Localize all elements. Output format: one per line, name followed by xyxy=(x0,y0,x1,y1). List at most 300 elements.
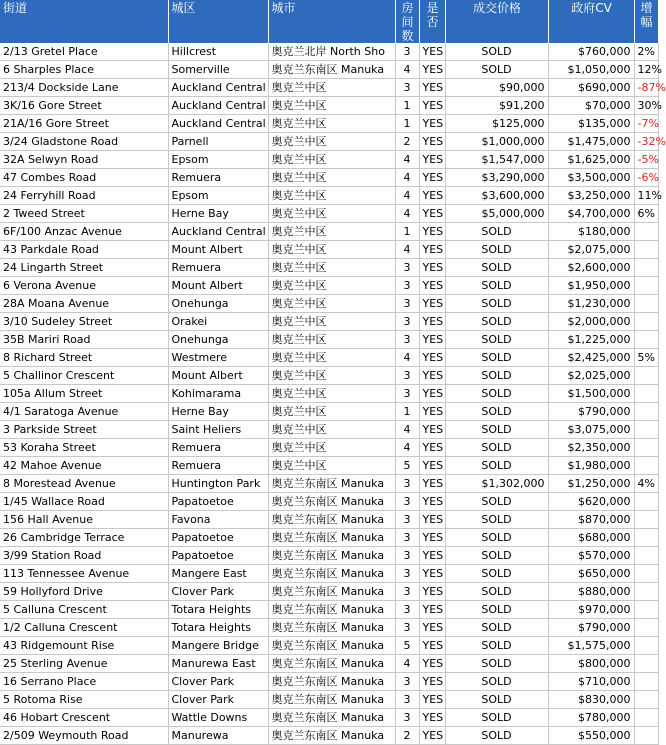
cell-street[interactable]: 2 Tweed Street xyxy=(0,205,168,223)
cell-yes[interactable]: YES xyxy=(419,241,445,259)
cell-rooms[interactable]: 5 xyxy=(395,637,419,655)
cell-suburb[interactable]: Orakei xyxy=(168,313,268,331)
cell-change[interactable] xyxy=(634,457,658,475)
cell-yes[interactable]: YES xyxy=(419,169,445,187)
cell-cv[interactable]: $2,075,000 xyxy=(548,241,634,259)
cell-city[interactable]: 奥克兰东南区 Manuka xyxy=(268,547,395,565)
cell-yes[interactable]: YES xyxy=(419,79,445,97)
cell-rooms[interactable]: 2 xyxy=(395,727,419,745)
cell-rooms[interactable]: 4 xyxy=(395,241,419,259)
cell-change[interactable] xyxy=(634,547,658,565)
cell-cv[interactable]: $2,025,000 xyxy=(548,367,634,385)
cell-yes[interactable]: YES xyxy=(419,151,445,169)
cell-cv[interactable]: $760,000 xyxy=(548,43,634,61)
cell-city[interactable]: 奥克兰中区 xyxy=(268,205,395,223)
header-suburb[interactable]: 城区 xyxy=(168,0,268,43)
cell-change[interactable] xyxy=(634,619,658,637)
cell-city[interactable]: 奥克兰中区 xyxy=(268,151,395,169)
cell-city[interactable]: 奥克兰北岸 North Sho xyxy=(268,43,395,61)
cell-price[interactable]: SOLD xyxy=(445,439,548,457)
cell-street[interactable]: 2/13 Gretel Place xyxy=(0,43,168,61)
cell-city[interactable]: 奥克兰东南区 Manuka xyxy=(268,61,395,79)
cell-change[interactable] xyxy=(634,223,658,241)
cell-street[interactable]: 25 Sterling Avenue xyxy=(0,655,168,673)
cell-rooms[interactable]: 4 xyxy=(395,655,419,673)
cell-change[interactable]: 12% xyxy=(634,61,658,79)
cell-city[interactable]: 奥克兰东南区 Manuka xyxy=(268,709,395,727)
cell-city[interactable]: 奥克兰中区 xyxy=(268,79,395,97)
cell-price[interactable]: SOLD xyxy=(445,421,548,439)
cell-price[interactable]: SOLD xyxy=(445,619,548,637)
cell-city[interactable]: 奥克兰中区 xyxy=(268,97,395,115)
cell-suburb[interactable]: Herne Bay xyxy=(168,403,268,421)
cell-change[interactable]: -7% xyxy=(634,115,658,133)
cell-cv[interactable]: $1,950,000 xyxy=(548,277,634,295)
cell-price[interactable]: SOLD xyxy=(445,637,548,655)
cell-city[interactable]: 奥克兰中区 xyxy=(268,403,395,421)
cell-yes[interactable]: YES xyxy=(419,133,445,151)
cell-price[interactable]: SOLD xyxy=(445,331,548,349)
cell-yes[interactable]: YES xyxy=(419,691,445,709)
cell-cv[interactable]: $970,000 xyxy=(548,601,634,619)
cell-change[interactable] xyxy=(634,367,658,385)
cell-change[interactable] xyxy=(634,493,658,511)
cell-city[interactable]: 奥克兰东南区 Manuka xyxy=(268,601,395,619)
cell-rooms[interactable]: 1 xyxy=(395,115,419,133)
cell-suburb[interactable]: Saint Heliers xyxy=(168,421,268,439)
cell-price[interactable]: SOLD xyxy=(445,727,548,745)
cell-change[interactable] xyxy=(634,403,658,421)
cell-suburb[interactable]: Auckland Central xyxy=(168,115,268,133)
cell-suburb[interactable]: Wattle Downs xyxy=(168,709,268,727)
cell-cv[interactable]: $1,475,000 xyxy=(548,133,634,151)
cell-price[interactable]: SOLD xyxy=(445,691,548,709)
cell-city[interactable]: 奥克兰中区 xyxy=(268,133,395,151)
cell-city[interactable]: 奥克兰中区 xyxy=(268,169,395,187)
cell-yes[interactable]: YES xyxy=(419,115,445,133)
cell-city[interactable]: 奥克兰东南区 Manuka xyxy=(268,565,395,583)
cell-yes[interactable]: YES xyxy=(419,727,445,745)
cell-street[interactable]: 16 Serrano Place xyxy=(0,673,168,691)
cell-cv[interactable]: $1,230,000 xyxy=(548,295,634,313)
cell-street[interactable]: 32A Selwyn Road xyxy=(0,151,168,169)
cell-suburb[interactable]: Manurewa East xyxy=(168,655,268,673)
cell-change[interactable] xyxy=(634,259,658,277)
cell-price[interactable]: SOLD xyxy=(445,385,548,403)
cell-city[interactable]: 奥克兰东南区 Manuka xyxy=(268,691,395,709)
cell-price[interactable]: SOLD xyxy=(445,601,548,619)
cell-cv[interactable]: $570,000 xyxy=(548,547,634,565)
cell-suburb[interactable]: Clover Park xyxy=(168,673,268,691)
cell-street[interactable]: 156 Hall Avenue xyxy=(0,511,168,529)
cell-suburb[interactable]: Totara Heights xyxy=(168,619,268,637)
cell-street[interactable]: 1/45 Wallace Road xyxy=(0,493,168,511)
cell-change[interactable]: -87% xyxy=(634,79,658,97)
header-price[interactable]: 成交价格 xyxy=(445,0,548,43)
cell-street[interactable]: 43 Ridgemount Rise xyxy=(0,637,168,655)
cell-rooms[interactable]: 3 xyxy=(395,691,419,709)
cell-change[interactable]: 5% xyxy=(634,349,658,367)
cell-street[interactable]: 3/10 Sudeley Street xyxy=(0,313,168,331)
cell-price[interactable]: SOLD xyxy=(445,547,548,565)
cell-rooms[interactable]: 3 xyxy=(395,385,419,403)
cell-street[interactable]: 24 Lingarth Street xyxy=(0,259,168,277)
cell-suburb[interactable]: Papatoetoe xyxy=(168,547,268,565)
cell-rooms[interactable]: 4 xyxy=(395,61,419,79)
cell-suburb[interactable]: Mount Albert xyxy=(168,367,268,385)
cell-yes[interactable]: YES xyxy=(419,457,445,475)
cell-city[interactable]: 奥克兰中区 xyxy=(268,295,395,313)
cell-street[interactable]: 8 Richard Street xyxy=(0,349,168,367)
cell-price[interactable]: SOLD xyxy=(445,259,548,277)
cell-suburb[interactable]: Hillcrest xyxy=(168,43,268,61)
cell-cv[interactable]: $800,000 xyxy=(548,655,634,673)
cell-city[interactable]: 奥克兰中区 xyxy=(268,367,395,385)
cell-price[interactable]: $91,200 xyxy=(445,97,548,115)
cell-change[interactable] xyxy=(634,385,658,403)
cell-yes[interactable]: YES xyxy=(419,295,445,313)
cell-cv[interactable]: $1,500,000 xyxy=(548,385,634,403)
cell-suburb[interactable]: Mount Albert xyxy=(168,241,268,259)
cell-street[interactable]: 213/4 Dockside Lane xyxy=(0,79,168,97)
cell-rooms[interactable]: 3 xyxy=(395,493,419,511)
cell-change[interactable] xyxy=(634,601,658,619)
cell-yes[interactable]: YES xyxy=(419,97,445,115)
cell-city[interactable]: 奥克兰中区 xyxy=(268,331,395,349)
cell-city[interactable]: 奥克兰中区 xyxy=(268,439,395,457)
cell-suburb[interactable]: Westmere xyxy=(168,349,268,367)
cell-change[interactable] xyxy=(634,655,658,673)
cell-price[interactable]: $3,290,000 xyxy=(445,169,548,187)
cell-street[interactable]: 59 Hollyford Drive xyxy=(0,583,168,601)
cell-yes[interactable]: YES xyxy=(419,43,445,61)
cell-yes[interactable]: YES xyxy=(419,583,445,601)
cell-price[interactable]: SOLD xyxy=(445,349,548,367)
cell-city[interactable]: 奥克兰东南区 Manuka xyxy=(268,511,395,529)
cell-street[interactable]: 6 Sharples Place xyxy=(0,61,168,79)
cell-suburb[interactable]: Kohimarama xyxy=(168,385,268,403)
cell-cv[interactable]: $135,000 xyxy=(548,115,634,133)
cell-suburb[interactable]: Remuera xyxy=(168,439,268,457)
cell-suburb[interactable]: Epsom xyxy=(168,187,268,205)
header-city[interactable]: 城市 xyxy=(268,0,395,43)
cell-city[interactable]: 奥克兰中区 xyxy=(268,223,395,241)
cell-cv[interactable]: $2,600,000 xyxy=(548,259,634,277)
cell-price[interactable]: SOLD xyxy=(445,367,548,385)
cell-city[interactable]: 奥克兰东南区 Manuka xyxy=(268,637,395,655)
cell-cv[interactable]: $2,425,000 xyxy=(548,349,634,367)
cell-suburb[interactable]: Favona xyxy=(168,511,268,529)
cell-suburb[interactable]: Auckland Central xyxy=(168,97,268,115)
cell-yes[interactable]: YES xyxy=(419,205,445,223)
cell-city[interactable]: 奥克兰中区 xyxy=(268,349,395,367)
cell-city[interactable]: 奥克兰中区 xyxy=(268,277,395,295)
cell-street[interactable]: 6 Verona Avenue xyxy=(0,277,168,295)
cell-price[interactable]: SOLD xyxy=(445,511,548,529)
cell-street[interactable]: 5 Calluna Crescent xyxy=(0,601,168,619)
cell-street[interactable]: 53 Koraha Street xyxy=(0,439,168,457)
cell-rooms[interactable]: 4 xyxy=(395,421,419,439)
cell-price[interactable]: SOLD xyxy=(445,43,548,61)
cell-rooms[interactable]: 3 xyxy=(395,331,419,349)
cell-yes[interactable]: YES xyxy=(419,421,445,439)
cell-change[interactable]: 6% xyxy=(634,205,658,223)
cell-suburb[interactable]: Onehunga xyxy=(168,295,268,313)
cell-suburb[interactable]: Auckland Central xyxy=(168,79,268,97)
cell-city[interactable]: 奥克兰中区 xyxy=(268,421,395,439)
cell-rooms[interactable]: 3 xyxy=(395,601,419,619)
cell-change[interactable]: 11% xyxy=(634,187,658,205)
cell-cv[interactable]: $620,000 xyxy=(548,493,634,511)
cell-street[interactable]: 3K/16 Gore Street xyxy=(0,97,168,115)
cell-yes[interactable]: YES xyxy=(419,349,445,367)
cell-cv[interactable]: $70,000 xyxy=(548,97,634,115)
cell-yes[interactable]: YES xyxy=(419,475,445,493)
cell-cv[interactable]: $1,575,000 xyxy=(548,637,634,655)
cell-rooms[interactable]: 3 xyxy=(395,475,419,493)
cell-price[interactable]: SOLD xyxy=(445,61,548,79)
cell-cv[interactable]: $880,000 xyxy=(548,583,634,601)
cell-cv[interactable]: $1,980,000 xyxy=(548,457,634,475)
cell-yes[interactable]: YES xyxy=(419,403,445,421)
cell-suburb[interactable]: Epsom xyxy=(168,151,268,169)
cell-suburb[interactable]: Onehunga xyxy=(168,331,268,349)
cell-city[interactable]: 奥克兰中区 xyxy=(268,457,395,475)
cell-city[interactable]: 奥克兰中区 xyxy=(268,115,395,133)
cell-rooms[interactable]: 1 xyxy=(395,97,419,115)
cell-change[interactable] xyxy=(634,529,658,547)
cell-change[interactable]: -6% xyxy=(634,169,658,187)
cell-rooms[interactable]: 3 xyxy=(395,313,419,331)
cell-price[interactable]: $90,000 xyxy=(445,79,548,97)
cell-suburb[interactable]: Somerville xyxy=(168,61,268,79)
cell-cv[interactable]: $2,000,000 xyxy=(548,313,634,331)
cell-change[interactable] xyxy=(634,511,658,529)
cell-city[interactable]: 奥克兰中区 xyxy=(268,385,395,403)
cell-suburb[interactable]: Auckland Central xyxy=(168,223,268,241)
header-rooms[interactable]: 房间数 xyxy=(395,0,419,43)
cell-price[interactable]: SOLD xyxy=(445,403,548,421)
cell-cv[interactable]: $550,000 xyxy=(548,727,634,745)
cell-suburb[interactable]: Manurewa xyxy=(168,727,268,745)
cell-price[interactable]: SOLD xyxy=(445,673,548,691)
cell-yes[interactable]: YES xyxy=(419,655,445,673)
cell-yes[interactable]: YES xyxy=(419,331,445,349)
cell-rooms[interactable]: 3 xyxy=(395,259,419,277)
cell-rooms[interactable]: 1 xyxy=(395,403,419,421)
cell-suburb[interactable]: Papatoetoe xyxy=(168,493,268,511)
cell-rooms[interactable]: 3 xyxy=(395,367,419,385)
cell-price[interactable]: SOLD xyxy=(445,313,548,331)
cell-street[interactable]: 21A/16 Gore Street xyxy=(0,115,168,133)
cell-cv[interactable]: $3,500,000 xyxy=(548,169,634,187)
cell-cv[interactable]: $650,000 xyxy=(548,565,634,583)
cell-yes[interactable]: YES xyxy=(419,673,445,691)
cell-city[interactable]: 奥克兰中区 xyxy=(268,187,395,205)
cell-city[interactable]: 奥克兰东南区 Manuka xyxy=(268,475,395,493)
cell-price[interactable]: SOLD xyxy=(445,277,548,295)
cell-city[interactable]: 奥克兰东南区 Manuka xyxy=(268,673,395,691)
cell-rooms[interactable]: 1 xyxy=(395,223,419,241)
cell-street[interactable]: 6F/100 Anzac Avenue xyxy=(0,223,168,241)
cell-rooms[interactable]: 2 xyxy=(395,133,419,151)
cell-rooms[interactable]: 3 xyxy=(395,619,419,637)
cell-street[interactable]: 4/1 Saratoga Avenue xyxy=(0,403,168,421)
cell-yes[interactable]: YES xyxy=(419,565,445,583)
cell-suburb[interactable]: Mangere Bridge xyxy=(168,637,268,655)
cell-cv[interactable]: $180,000 xyxy=(548,223,634,241)
cell-price[interactable]: $5,000,000 xyxy=(445,205,548,223)
cell-street[interactable]: 5 Rotoma Rise xyxy=(0,691,168,709)
cell-city[interactable]: 奥克兰东南区 Manuka xyxy=(268,727,395,745)
cell-suburb[interactable]: Clover Park xyxy=(168,691,268,709)
cell-suburb[interactable]: Papatoetoe xyxy=(168,529,268,547)
cell-street[interactable]: 24 Ferryhill Road xyxy=(0,187,168,205)
cell-street[interactable]: 8 Morestead Avenue xyxy=(0,475,168,493)
cell-change[interactable] xyxy=(634,439,658,457)
cell-rooms[interactable]: 3 xyxy=(395,709,419,727)
cell-change[interactable]: 2% xyxy=(634,43,658,61)
cell-cv[interactable]: $710,000 xyxy=(548,673,634,691)
cell-cv[interactable]: $790,000 xyxy=(548,619,634,637)
cell-cv[interactable]: $4,700,000 xyxy=(548,205,634,223)
cell-change[interactable]: 30% xyxy=(634,97,658,115)
cell-price[interactable]: SOLD xyxy=(445,457,548,475)
cell-street[interactable]: 28A Moana Avenue xyxy=(0,295,168,313)
cell-rooms[interactable]: 3 xyxy=(395,79,419,97)
cell-yes[interactable]: YES xyxy=(419,493,445,511)
cell-price[interactable]: SOLD xyxy=(445,709,548,727)
cell-rooms[interactable]: 4 xyxy=(395,151,419,169)
cell-price[interactable]: SOLD xyxy=(445,295,548,313)
header-cv[interactable]: 政府CV xyxy=(548,0,634,43)
cell-change[interactable] xyxy=(634,421,658,439)
cell-price[interactable]: $125,000 xyxy=(445,115,548,133)
cell-rooms[interactable]: 4 xyxy=(395,205,419,223)
cell-rooms[interactable]: 3 xyxy=(395,277,419,295)
cell-rooms[interactable]: 3 xyxy=(395,565,419,583)
header-yes[interactable]: 是否 xyxy=(419,0,445,43)
cell-yes[interactable]: YES xyxy=(419,223,445,241)
cell-suburb[interactable]: Remuera xyxy=(168,259,268,277)
cell-rooms[interactable]: 4 xyxy=(395,187,419,205)
cell-cv[interactable]: $1,250,000 xyxy=(548,475,634,493)
cell-price[interactable]: $1,302,000 xyxy=(445,475,548,493)
cell-street[interactable]: 113 Tennessee Avenue xyxy=(0,565,168,583)
cell-rooms[interactable]: 3 xyxy=(395,583,419,601)
cell-change[interactable] xyxy=(634,637,658,655)
cell-suburb[interactable]: Clover Park xyxy=(168,583,268,601)
cell-change[interactable] xyxy=(634,295,658,313)
cell-price[interactable]: $3,600,000 xyxy=(445,187,548,205)
cell-rooms[interactable]: 4 xyxy=(395,169,419,187)
cell-price[interactable]: $1,547,000 xyxy=(445,151,548,169)
cell-cv[interactable]: $690,000 xyxy=(548,79,634,97)
cell-suburb[interactable]: Herne Bay xyxy=(168,205,268,223)
cell-suburb[interactable]: Parnell xyxy=(168,133,268,151)
cell-change[interactable] xyxy=(634,565,658,583)
cell-cv[interactable]: $1,225,000 xyxy=(548,331,634,349)
cell-change[interactable] xyxy=(634,691,658,709)
cell-cv[interactable]: $3,250,000 xyxy=(548,187,634,205)
cell-change[interactable] xyxy=(634,727,658,745)
cell-yes[interactable]: YES xyxy=(419,313,445,331)
cell-yes[interactable]: YES xyxy=(419,601,445,619)
cell-rooms[interactable]: 3 xyxy=(395,547,419,565)
cell-cv[interactable]: $830,000 xyxy=(548,691,634,709)
cell-suburb[interactable]: Totara Heights xyxy=(168,601,268,619)
cell-city[interactable]: 奥克兰中区 xyxy=(268,313,395,331)
cell-city[interactable]: 奥克兰东南区 Manuka xyxy=(268,529,395,547)
cell-change[interactable] xyxy=(634,277,658,295)
cell-yes[interactable]: YES xyxy=(419,259,445,277)
cell-street[interactable]: 2/509 Weymouth Road xyxy=(0,727,168,745)
cell-yes[interactable]: YES xyxy=(419,637,445,655)
cell-price[interactable]: SOLD xyxy=(445,529,548,547)
cell-street[interactable]: 46 Hobart Crescent xyxy=(0,709,168,727)
cell-street[interactable]: 3 Parkside Street xyxy=(0,421,168,439)
cell-city[interactable]: 奥克兰东南区 Manuka xyxy=(268,583,395,601)
cell-rooms[interactable]: 4 xyxy=(395,349,419,367)
cell-suburb[interactable]: Mount Albert xyxy=(168,277,268,295)
cell-price[interactable]: $1,000,000 xyxy=(445,133,548,151)
cell-yes[interactable]: YES xyxy=(419,619,445,637)
header-change[interactable]: 增幅 xyxy=(634,0,658,43)
cell-rooms[interactable]: 3 xyxy=(395,673,419,691)
cell-city[interactable]: 奥克兰东南区 Manuka xyxy=(268,493,395,511)
cell-change[interactable] xyxy=(634,331,658,349)
cell-rooms[interactable]: 3 xyxy=(395,295,419,313)
cell-city[interactable]: 奥克兰中区 xyxy=(268,241,395,259)
cell-street[interactable]: 105a Allum Street xyxy=(0,385,168,403)
cell-change[interactable] xyxy=(634,673,658,691)
cell-street[interactable]: 42 Mahoe Avenue xyxy=(0,457,168,475)
header-street[interactable]: 街道 xyxy=(0,0,168,43)
cell-city[interactable]: 奥克兰中区 xyxy=(268,259,395,277)
cell-yes[interactable]: YES xyxy=(419,61,445,79)
cell-yes[interactable]: YES xyxy=(419,439,445,457)
cell-rooms[interactable]: 3 xyxy=(395,529,419,547)
cell-rooms[interactable]: 4 xyxy=(395,439,419,457)
cell-cv[interactable]: $680,000 xyxy=(548,529,634,547)
cell-price[interactable]: SOLD xyxy=(445,223,548,241)
cell-change[interactable] xyxy=(634,583,658,601)
cell-yes[interactable]: YES xyxy=(419,511,445,529)
cell-city[interactable]: 奥克兰东南区 Manuka xyxy=(268,619,395,637)
cell-suburb[interactable]: Mangere East xyxy=(168,565,268,583)
cell-yes[interactable]: YES xyxy=(419,367,445,385)
cell-street[interactable]: 3/99 Station Road xyxy=(0,547,168,565)
cell-rooms[interactable]: 3 xyxy=(395,43,419,61)
cell-price[interactable]: SOLD xyxy=(445,241,548,259)
cell-change[interactable] xyxy=(634,709,658,727)
cell-change[interactable]: -5% xyxy=(634,151,658,169)
cell-rooms[interactable]: 5 xyxy=(395,457,419,475)
cell-cv[interactable]: $790,000 xyxy=(548,403,634,421)
cell-yes[interactable]: YES xyxy=(419,547,445,565)
cell-change[interactable]: -32% xyxy=(634,133,658,151)
cell-cv[interactable]: $3,075,000 xyxy=(548,421,634,439)
cell-street[interactable]: 43 Parkdale Road xyxy=(0,241,168,259)
cell-suburb[interactable]: Remuera xyxy=(168,457,268,475)
cell-suburb[interactable]: Huntington Park xyxy=(168,475,268,493)
cell-street[interactable]: 1/2 Calluna Crescent xyxy=(0,619,168,637)
cell-yes[interactable]: YES xyxy=(419,277,445,295)
cell-yes[interactable]: YES xyxy=(419,709,445,727)
cell-city[interactable]: 奥克兰东南区 Manuka xyxy=(268,655,395,673)
cell-street[interactable]: 35B Mariri Road xyxy=(0,331,168,349)
cell-yes[interactable]: YES xyxy=(419,385,445,403)
